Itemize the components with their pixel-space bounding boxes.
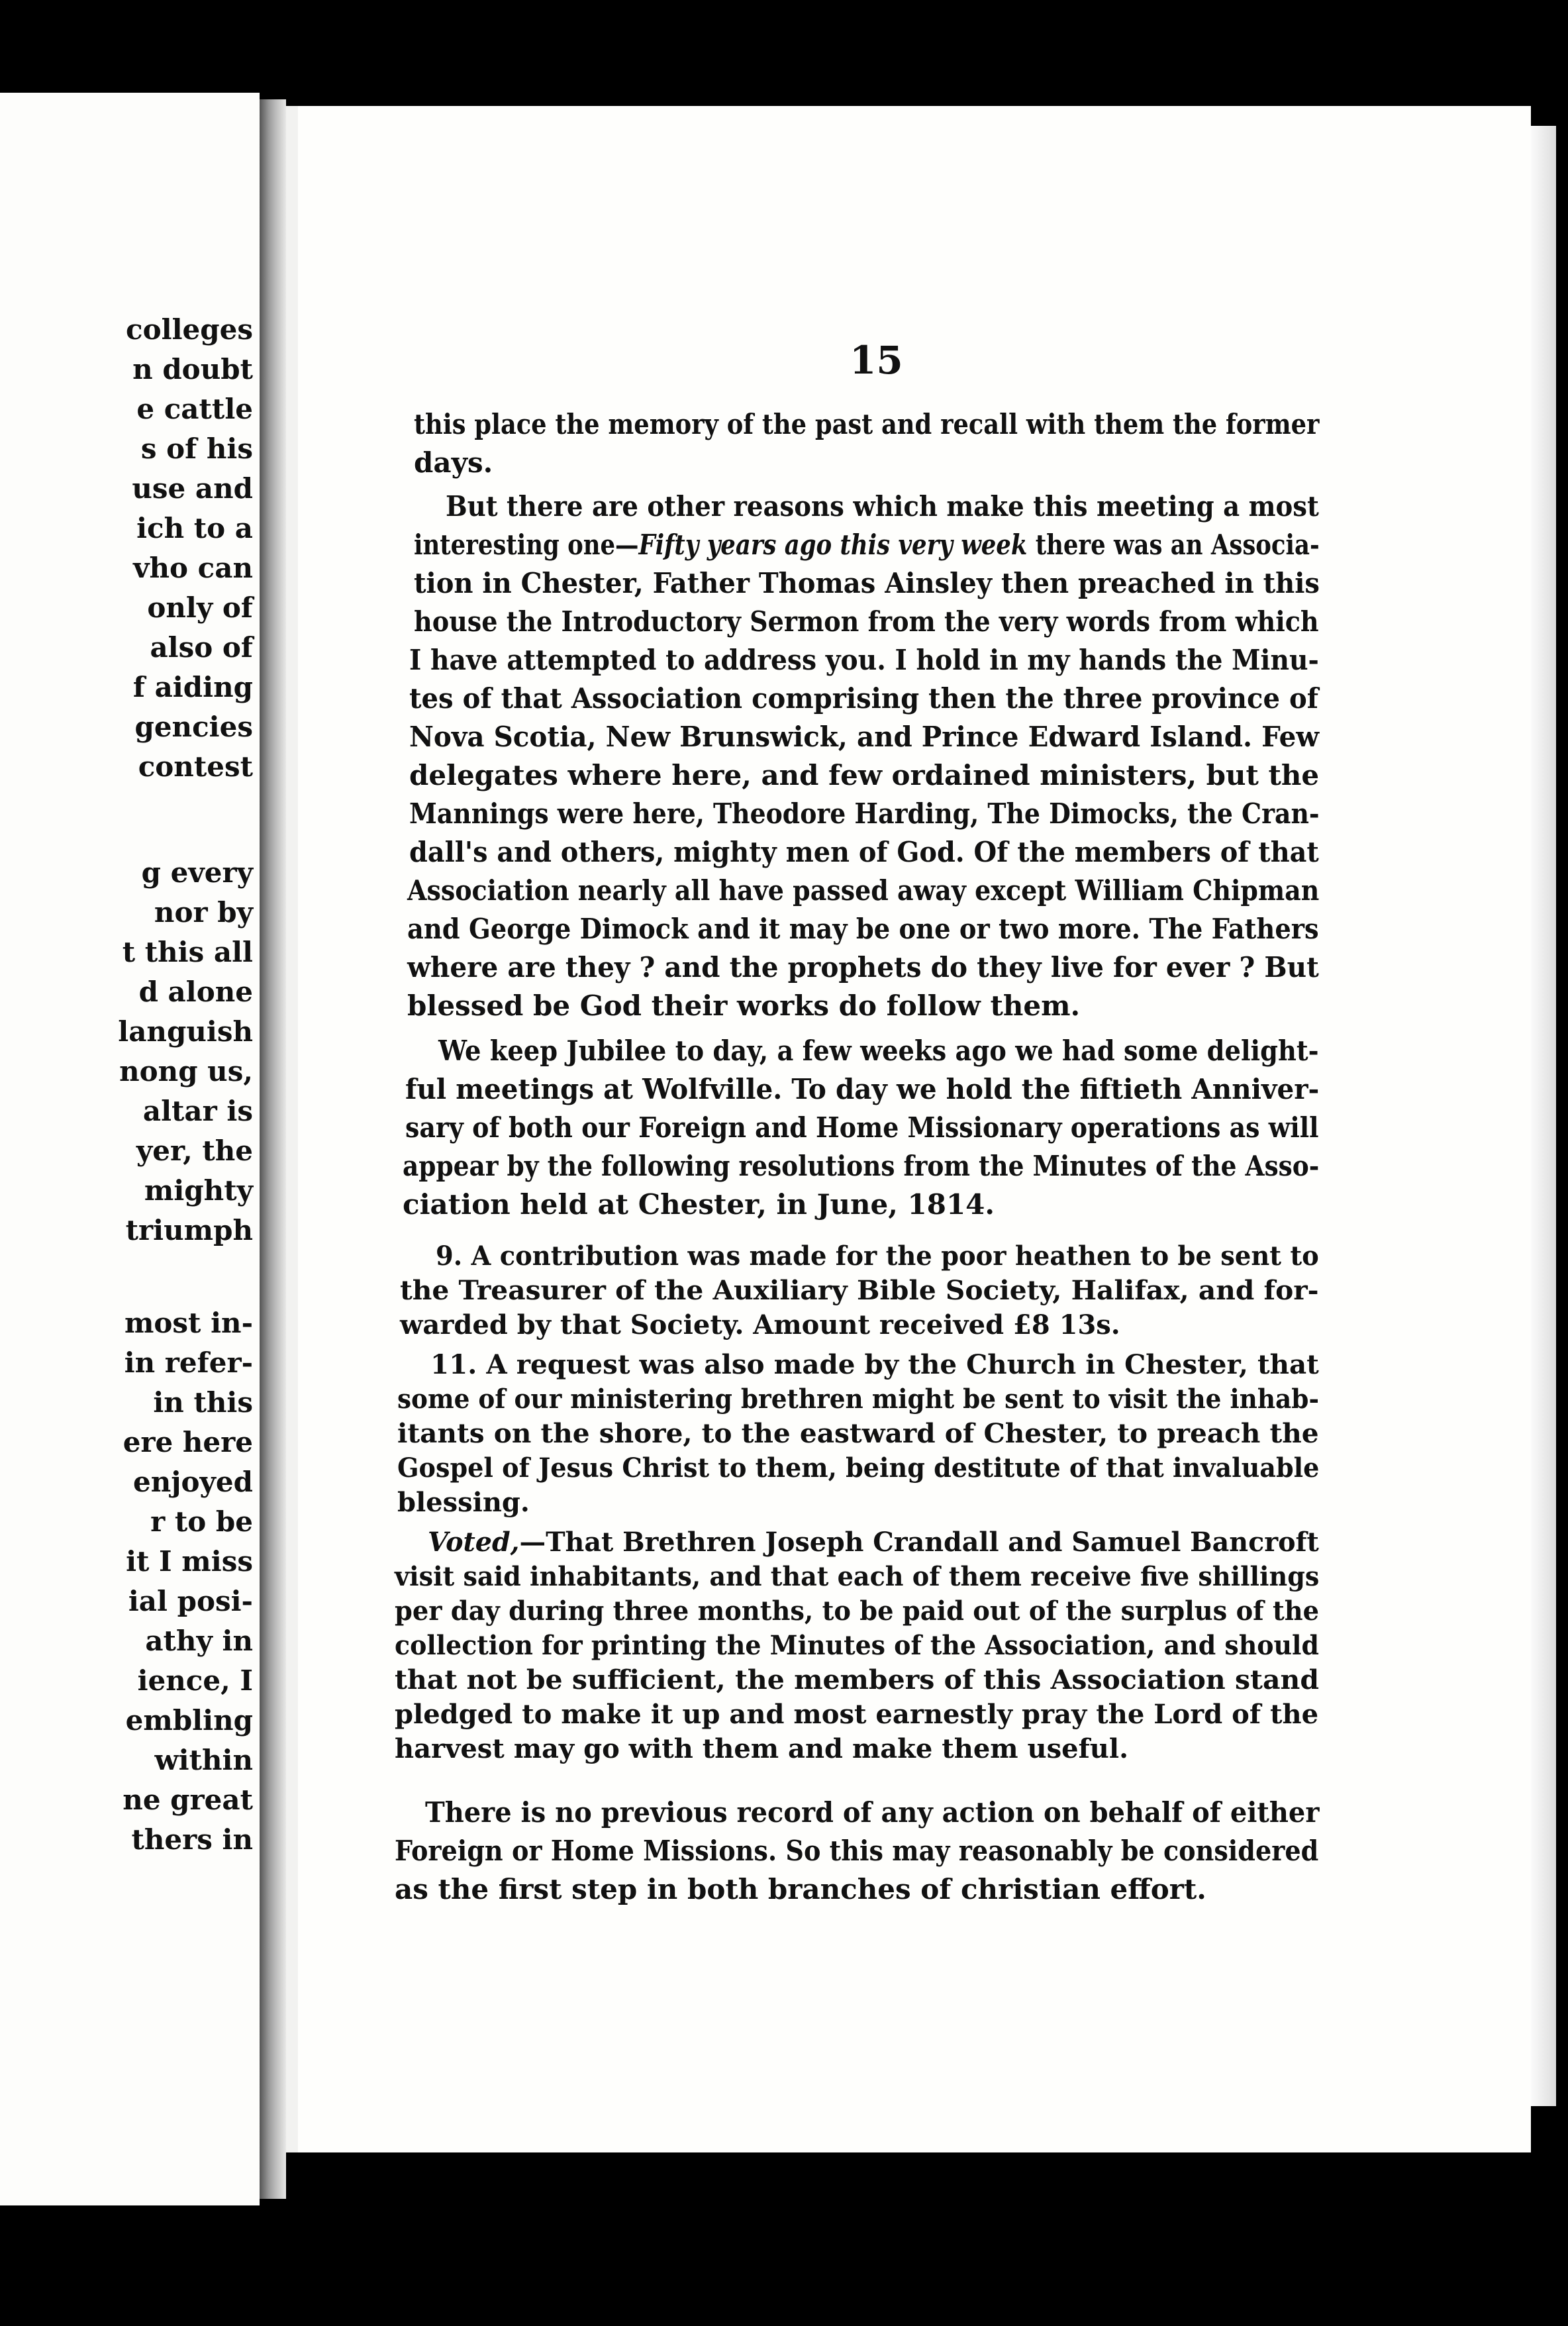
text-line: There is no previous record of any action on behalf of either <box>425 1796 1320 1829</box>
left-facing-page <box>0 93 260 2205</box>
left-page-line: thers in <box>131 1823 253 1856</box>
text-line: Mannings were here, Theodore Harding, The Dimocks, the Cran- <box>409 797 1320 830</box>
left-page-line: ich to a <box>136 512 253 544</box>
left-page-line: vho can <box>133 552 253 584</box>
left-page-line: ere here <box>122 1426 253 1458</box>
text-line-with-italic <box>414 526 1320 564</box>
text-line: But there are other reasons which make this meeting a most <box>446 490 1319 523</box>
left-page-line: r to be <box>150 1505 253 1538</box>
left-page-line: ial posi- <box>128 1585 253 1617</box>
left-page-line: e cattle <box>136 393 253 425</box>
left-page-line: most in- <box>124 1307 253 1339</box>
italic-word: Voted, <box>428 1527 520 1558</box>
book-gutter <box>260 99 286 2199</box>
left-page-line: within <box>154 1744 253 1776</box>
left-page-line: in refer- <box>124 1346 253 1379</box>
resolution-line-with-italic <box>428 1523 1319 1562</box>
left-page-line: embling <box>125 1704 253 1737</box>
resolution-line: itants on the shore, to the eastward of Chester, to preach the <box>397 1418 1319 1449</box>
text-run: interesting one— <box>414 529 639 561</box>
left-page-line: g every <box>141 856 253 889</box>
text-line: We keep Jubilee to day, a few weeks ago we had some delight- <box>438 1035 1319 1067</box>
left-page-line: ience, I <box>137 1664 253 1697</box>
resolution-line: collection for printing the Minutes of the Association, and should <box>395 1630 1319 1661</box>
text-line: this place the memory of the past and recall with them the former <box>414 408 1320 440</box>
text-line: blessed be God their works do follow them. <box>407 989 1081 1022</box>
text-run: —That Brethren Joseph Crandall and Samuel Bancroft <box>519 1527 1319 1558</box>
resolution-line: harvest may go with them and make them useful. <box>395 1733 1128 1764</box>
resolution-line: per day during three months, to be paid out of the surplus of the <box>395 1595 1320 1627</box>
left-page-line: only of <box>147 591 253 624</box>
left-page-line: also of <box>150 631 253 664</box>
left-page-line: nong us, <box>119 1055 253 1087</box>
left-page-line: in this <box>153 1386 253 1419</box>
left-page-line: ne great <box>122 1784 253 1816</box>
left-page-line: altar is <box>142 1095 253 1127</box>
resolution-line: 9. A contribution was made for the poor heathen to be sent to <box>436 1240 1319 1272</box>
resolution-line: blessing. <box>397 1487 530 1518</box>
page-number: 15 <box>850 338 903 383</box>
left-page-line: triumph <box>125 1214 253 1246</box>
resolution-line: the Treasurer of the Auxiliary Bible Society, Halifax, and for- <box>400 1275 1319 1306</box>
left-page-line: colleges <box>126 313 253 346</box>
text-line: days. <box>414 446 493 479</box>
left-page-line: it I miss <box>126 1545 253 1578</box>
resolution-line: warded by that Society. Amount received £8 13s. <box>400 1309 1120 1340</box>
left-page-line: languish <box>118 1015 253 1048</box>
text-line: ciation held at Chester, in June, 1814. <box>403 1188 995 1221</box>
text-line: and George Dimock and it may be one or two more. The Fathers <box>407 913 1319 945</box>
text-line: I have attempted to address you. I hold in my hands the Minu- <box>409 644 1319 676</box>
left-page-line: s of his <box>140 432 253 465</box>
left-page-line: use and <box>132 472 253 505</box>
text-line: house the Introductory Sermon from the very words from which <box>414 605 1319 638</box>
text-line: Nova Scotia, New Brunswick, and Prince Edward Island. Few <box>409 721 1320 753</box>
text-line: as the first step in both branches of christian effort. <box>395 1873 1206 1905</box>
left-page-line: t this all <box>122 936 253 968</box>
left-page-line: n doubt <box>132 353 253 385</box>
left-page-line: f aiding <box>132 671 253 703</box>
left-page-line: gencies <box>134 711 253 743</box>
left-page-line: nor by <box>154 896 253 929</box>
left-page-line: athy in <box>145 1625 253 1657</box>
text-line: where are they ? and the prophets do they live for ever ? But <box>407 951 1319 984</box>
text-run: there was an Associa- <box>1027 529 1320 561</box>
text-line: sary of both our Foreign and Home Missionary operations as will <box>405 1111 1319 1144</box>
text-line: appear by the following resolutions from the Minutes of the Asso- <box>403 1150 1320 1182</box>
right-page <box>286 106 1531 2152</box>
resolution-line: pledged to make it up and most earnestly pray the Lord of the <box>395 1699 1319 1730</box>
text-line: delegates where here, and few ordained ministers, but the <box>409 759 1320 791</box>
resolution-line: 11. A request was also made by the Church in Chester, that <box>430 1349 1319 1380</box>
text-line: Foreign or Home Missions. So this may reasonably be considered <box>395 1835 1319 1867</box>
text-line: dall's and others, mighty men of God. Of the members of that <box>409 836 1319 868</box>
text-line: Association nearly all have passed away except William Chipman <box>407 874 1320 907</box>
resolution-line: Gospel of Jesus Christ to them, being destitute of that invaluable <box>397 1452 1320 1484</box>
text-line: tion in Chester, Father Thomas Ainsley then preached in this <box>414 567 1320 599</box>
left-page-line: contest <box>138 750 253 783</box>
italic-phrase: Fifty years ago this very week <box>638 529 1028 561</box>
resolution-line: some of our ministering brethren might be sent to visit the inhab- <box>397 1384 1319 1415</box>
left-page-line: yer, the <box>136 1135 253 1167</box>
text-line: ful meetings at Wolfville. To day we hold the fiftieth Anniver- <box>405 1073 1320 1105</box>
left-page-line: d alone <box>138 976 253 1008</box>
left-page-line: enjoyed <box>133 1466 253 1498</box>
resolution-line: that not be sufficient, the members of this Association stand <box>395 1664 1320 1695</box>
resolution-line: visit said inhabitants, and that each of them receive five shillings <box>395 1561 1320 1592</box>
left-page-line: mighty <box>144 1174 253 1207</box>
text-line: tes of that Association comprising then the three province of <box>409 682 1318 715</box>
